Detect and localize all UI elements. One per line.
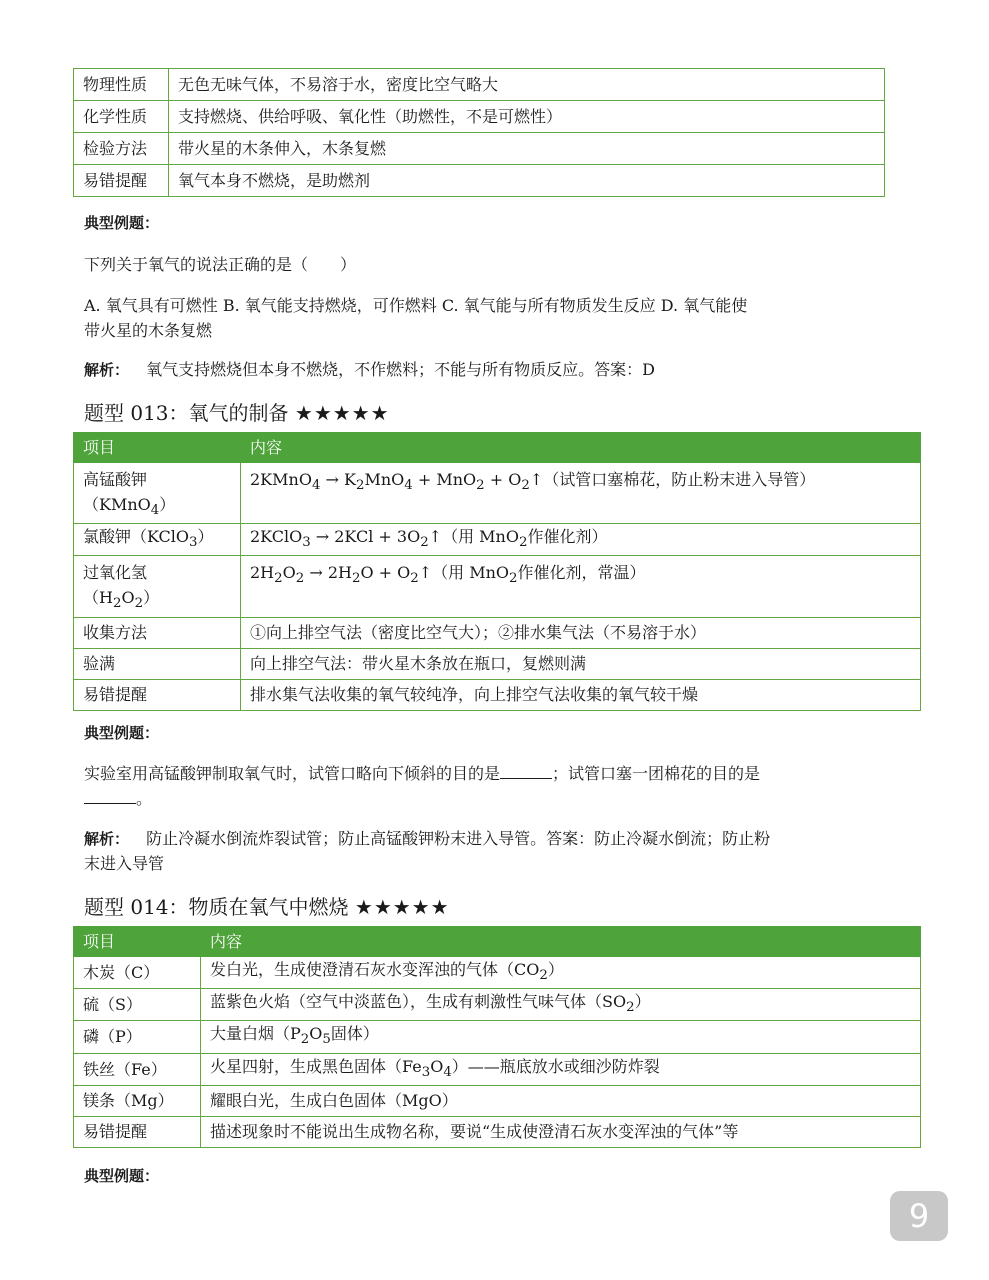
analysis-label: 解析： (84, 830, 130, 848)
row-content: 无色无味气体，不易溶于水，密度比空气略大 (169, 69, 885, 101)
table-row (74, 1116, 921, 1147)
answer-blank (500, 762, 552, 779)
row-label: 镁条（Mg） (74, 1085, 201, 1116)
row-label: 易错提醒 (74, 1116, 201, 1147)
table-header (74, 433, 921, 463)
table-row (74, 679, 921, 710)
row-content: 2KMnO$_4$ → $K_2MnO_4 + MnO_2$ + $O_2↑$（试管口塞棉花，防止粉末进入导管） (241, 463, 921, 524)
row-content: 带火星的木条伸入，木条复燃 (169, 133, 885, 165)
row-label: 收集方法 (74, 617, 241, 648)
table-row (74, 101, 885, 133)
table-header (74, 927, 921, 957)
row-content: 氧气本身不燃烧，是助燃剂 (169, 165, 885, 197)
header-col-item: 项目 (74, 433, 241, 463)
table-row (74, 133, 885, 165)
section-title (84, 891, 450, 920)
table-row (74, 1085, 921, 1116)
row-label: 过氧化氢 $(H_2O_2)$ (74, 556, 241, 617)
combustion-table (73, 926, 921, 1148)
analysis-label: 解析： (84, 361, 130, 379)
row-content: 支持燃烧、供给呼吸、氧化性（助燃性，不是可燃性） (169, 101, 885, 133)
difficulty-stars: ★★★★★ (354, 895, 450, 919)
analysis-text: 氧气支持燃烧但本身不燃烧，不作燃料；不能与所有物质反应。答案：D (146, 360, 655, 379)
section-title-text: 题型 014：物质在氧气中燃烧 (84, 895, 355, 919)
table-row (74, 463, 921, 524)
row-label: 氯酸钾（KClO$_3$） (74, 524, 241, 556)
header-col-item: 项目 (74, 927, 201, 957)
section-title (84, 397, 390, 426)
row-label: 易错提醒 (74, 165, 169, 197)
analysis-text: 末进入导管 (84, 854, 165, 873)
question-text: 实验室用高锰酸钾制取氧气时，试管口略向下倾斜的目的是 ；试管口塞一团棉花的目的是 (84, 764, 761, 783)
example-heading: 典型例题： (84, 724, 160, 742)
table-row (74, 556, 921, 617)
row-label: 铁丝（Fe） (74, 1053, 201, 1085)
analysis-text: 防止冷凝水倒流炸裂试管；防止高锰酸钾粉末进入导管。答案：防止冷凝水倒流；防止粉 (146, 829, 771, 848)
row-label: 硫（S） (74, 989, 201, 1021)
row-content: 描述现象时不能说出生成物名称，要说“生成使澄清石灰水变浑浊的气体”等 (201, 1116, 921, 1147)
options-line: A. 氧气具有可燃性 B. 氧气能支持燃烧，可作燃料 C. 氧气能与所有物质发生反应 D. 氧气能使 (84, 296, 748, 315)
table-row (74, 524, 921, 556)
table-row (74, 989, 921, 1021)
row-content: 大量白烟（$P_2O_5$固体） (201, 1021, 921, 1053)
row-label: 检验方法 (74, 133, 169, 165)
row-label: 验满 (74, 648, 241, 679)
row-label: 物理性质 (74, 69, 169, 101)
row-content: 向上排空气法：带火星木条放在瓶口，复燃则满 (241, 648, 921, 679)
table-row (74, 617, 921, 648)
oxygen-preparation-table (73, 432, 921, 711)
example-heading: 典型例题： (84, 1167, 160, 1185)
difficulty-stars: ★★★★★ (294, 401, 390, 425)
question-text: 下列关于氧气的说法正确的是（ ） (84, 255, 357, 274)
table-row (74, 648, 921, 679)
row-content: 火星四射，生成黑色固体$(Fe_3O_4)——$瓶底放水或细沙防炸裂 (201, 1053, 921, 1085)
answer-blank (84, 787, 136, 804)
row-label: 高锰酸钾 （KMnO$_4$） (74, 463, 241, 524)
header-col-content: 内容 (241, 433, 921, 463)
row-label: 木炭（C） (74, 957, 201, 989)
page-number: 9 (890, 1191, 948, 1241)
analysis (84, 826, 770, 852)
table-row (74, 1021, 921, 1053)
options-line: 带火星的木条复燃 (84, 321, 213, 340)
row-content: 发白光，生成使澄清石灰水变浑浊的气体$(CO_2)$ (201, 957, 921, 989)
row-content: 排水集气法收集的氧气较纯净，向上排空气法收集的氧气较干燥 (241, 679, 921, 710)
table-row (74, 957, 921, 989)
row-content: $2H_2O_2 \to 2H_2O$ + $O_2↑$（用 MnO$_2$作催化剂，常温） (241, 556, 921, 617)
table-row (74, 1053, 921, 1085)
row-label: 化学性质 (74, 101, 169, 133)
row-content: 2KClO$_3$ → $2KCl + 3O_2↑$（用 MnO$_2$作催化剂） (241, 524, 921, 556)
table-row (74, 69, 885, 101)
row-content: ①向上排空气法（密度比空气大）；②排水集气法（不易溶于水） (241, 617, 921, 648)
row-label: 磷（P） (74, 1021, 201, 1053)
question-text: 。 (84, 786, 152, 811)
header-col-content: 内容 (201, 927, 921, 957)
oxygen-properties-table (73, 68, 885, 197)
example-heading: 典型例题： (84, 214, 160, 232)
row-label: 易错提醒 (74, 679, 241, 710)
row-content: 耀眼白光，生成白色固体（MgO） (201, 1085, 921, 1116)
table-row (74, 165, 885, 197)
row-content: 蓝紫色火焰（空气中淡蓝色），生成有刺激性气味气体$(SO_2)$ (201, 989, 921, 1021)
section-title-text: 题型 013：氧气的制备 (84, 401, 295, 425)
analysis (84, 357, 655, 383)
